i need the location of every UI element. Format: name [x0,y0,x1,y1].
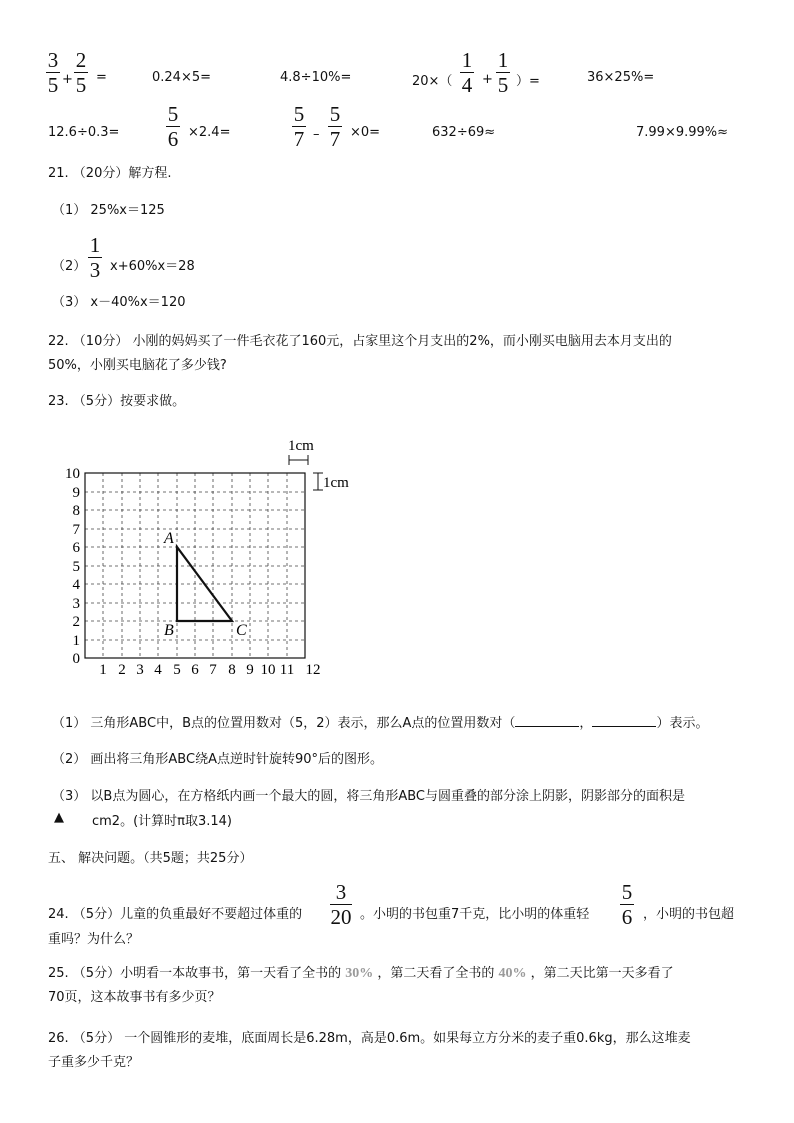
fraction-5-7 [292,104,306,149]
question-text: 25. （5分）小明看一本故事书，第一天看了全书的 [48,966,342,981]
question-text: 子重多少千克？ [48,1055,140,1070]
denominator: 5 [497,73,509,97]
y-tick-label: 0 [72,651,80,667]
equation-2-label: （2） [52,259,87,274]
fraction-5-6 [620,882,634,927]
numerator: 3 [335,880,347,904]
denominator: 5 [75,73,87,97]
equation-1: （1） 25%x＝125 [52,203,165,218]
point-c-label: C [236,622,247,639]
x-tick-label: 8 [228,662,236,678]
calc-expression-suffix: ×2.4= [188,125,231,140]
denominator: 6 [621,905,633,929]
question-text: ，第二天看了全书的 [377,966,495,981]
question-line [48,962,674,982]
plus-sign: + [62,72,73,87]
x-tick-label: 3 [136,662,144,678]
denominator: 5 [47,73,59,97]
x-tick-label: 5 [173,662,181,678]
numerator: 1 [497,48,509,72]
question-title: 21. （20分）解方程. [48,166,172,181]
question-text: 70页，这本故事书有多少页？ [48,990,221,1005]
x-tick-label: 11 [279,662,295,678]
denominator: 6 [167,127,179,151]
calc-expression-suffix: ）= [516,74,540,89]
minus-sign: – [313,127,320,142]
numerator: 5 [167,102,179,126]
fraction-1-5 [496,50,510,95]
sub-question-1 [52,712,708,731]
plus-sign: + [482,72,493,87]
numerator: 5 [329,102,341,126]
calc-expression: 7.99×9.99%≈ [636,125,729,140]
y-tick-label: 4 [72,577,80,593]
denominator: 7 [329,127,341,151]
y-tick-label: 2 [72,614,80,630]
question-text: ，第二天比第一天多看了 [530,966,674,981]
fraction-5-7 [328,104,342,149]
numerator: 3 [47,48,59,72]
separator: ， [579,716,593,731]
x-tick-label: 10 [260,662,276,678]
scale-x-label: 1cm [288,438,314,454]
calc-expression: 0.24×5= [152,70,212,85]
calc-expression: 4.8÷10%= [280,70,352,85]
y-tick-label: 9 [72,485,80,501]
fraction-1-3 [88,235,102,280]
numerator: 5 [293,102,305,126]
sub-question-3-cont: cm2。(计算时π取3.14) [92,814,232,829]
x-tick-label: 9 [246,662,254,678]
section-heading: 五、 解决问题。（共5题；共25分） [48,851,253,866]
question-text: （1） 三角形ABC中，B点的位置用数对（5，2）表示，那么A点的位置用数对（ [52,716,516,731]
question-text: 。小明的书包重7千克，比小明的体重轻 [360,907,590,922]
calc-expression-suffix: ×0= [350,125,381,140]
fraction-3-20 [330,882,352,927]
percent-value: 40% [498,966,527,981]
sub-question-2: （2） 画出将三角形ABC绕A点逆时针旋转90°后的图形。 [52,752,383,767]
coordinate-grid-figure [55,434,375,684]
fraction-2-5 [74,50,88,95]
calc-expression-prefix: 20×（ [412,74,453,89]
question-text: 24. （5分）儿童的负重最好不要超过体重的 [48,907,303,922]
numerator: 1 [89,233,101,257]
answer-marker: ▲ [54,810,64,825]
y-tick-label: 3 [72,596,80,612]
denominator: 7 [293,127,305,151]
x-tick-label: 4 [154,662,162,678]
answer-blank[interactable] [515,714,579,727]
fraction-1-4 [460,50,474,95]
y-tick-label: 8 [72,503,80,519]
point-a-label: A [164,530,174,547]
calc-expression: 632÷69≈ [432,125,496,140]
x-tick-label: 7 [209,662,217,678]
denominator: 20 [330,905,352,929]
y-tick-label: 6 [72,540,80,556]
answer-blank[interactable] [592,714,656,727]
equation-3: （3） x－40%x＝120 [52,295,186,310]
question-text: 50%，小刚买电脑花了多少钱? [48,358,227,373]
y-tick-label: 1 [72,633,80,649]
equation-2: x+60%x＝28 [110,259,195,274]
equals-sign: = [96,70,107,85]
scale-y-label: 1cm [323,475,349,491]
question-title: 23. （5分）按要求做。 [48,394,186,409]
percent-value: 30% [345,966,374,981]
denominator: 4 [461,73,473,97]
fraction-3-5 [46,50,60,95]
question-text: 重吗？为什么？ [48,932,140,947]
calc-expression: 12.6÷0.3= [48,125,120,140]
sub-question-3: （3） 以B点为圆心，在方格纸内画一个最大的圆，将三角形ABC与圆重叠的部分涂上阴影，阴影部分的面积是 [52,789,685,804]
y-tick-label: 10 [65,466,80,482]
numerator: 5 [621,880,633,904]
x-tick-label: 1 [99,662,107,678]
denominator: 3 [89,258,101,282]
question-text: 22. （10分） 小刚的妈妈买了一件毛衣花了160元，占家里这个月支出的2%，而小刚买电脑用去本月支出的 [48,334,672,349]
question-text: 26. （5分） 一个圆锥形的麦堆，底面周长是6.28m，高是0.6m。如果每立方分米的麦子重0.6kg，那么这堆麦 [48,1031,691,1046]
y-tick-label: 5 [72,559,80,575]
x-tick-label: 6 [191,662,199,678]
calc-expression: 36×25%= [587,70,655,85]
question-text: ，小明的书包超 [643,907,735,922]
numerator: 2 [75,48,87,72]
fraction-5-6 [166,104,180,149]
y-tick-label: 7 [72,522,80,538]
x-tick-label: 2 [118,662,126,678]
numerator: 1 [461,48,473,72]
point-b-label: B [164,622,174,639]
question-text: ）表示。 [656,716,709,731]
x-tick-label: 12 [305,662,321,678]
